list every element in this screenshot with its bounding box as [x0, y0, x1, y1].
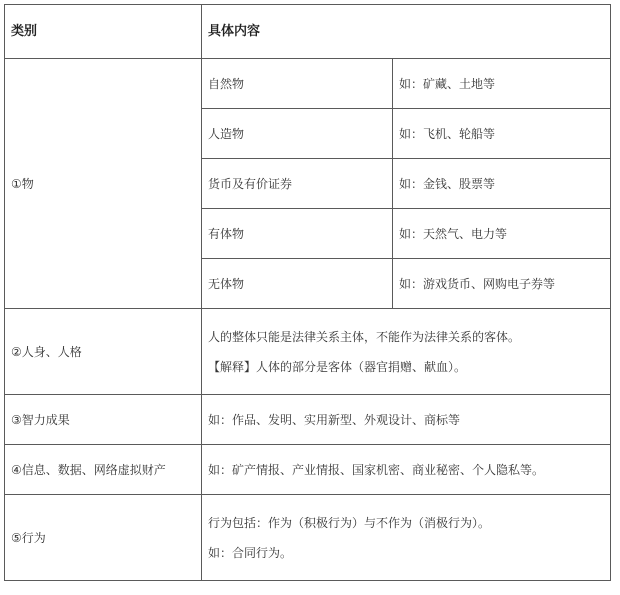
act-line-1: 行为包括：作为（积极行为）与不作为（消极行为）。 — [208, 515, 491, 530]
act-content — [202, 495, 611, 581]
subcategory-cell: 自然物 — [202, 59, 393, 109]
subcategory-cell: 人造物 — [202, 109, 393, 159]
header-content: 具体内容 — [202, 5, 611, 59]
example-cell: 如：矿藏、土地等 — [393, 59, 611, 109]
table-row — [5, 309, 611, 395]
category-thing: ①物 — [5, 59, 202, 309]
act-line-2: 如：合同行为。 — [208, 545, 293, 560]
header-category: 类别 — [5, 5, 202, 59]
person-line-1: 人的整体只能是法律关系主体，不能作为法律关系的客体。 — [208, 329, 521, 344]
header-row — [5, 5, 611, 59]
intellect-content: 如：作品、发明、实用新型、外观设计、商标等 — [202, 395, 611, 445]
table-row — [5, 495, 611, 581]
subcategory-cell: 无体物 — [202, 259, 393, 309]
category-info: ④信息、数据、网络虚拟财产 — [5, 445, 202, 495]
table-row — [5, 395, 611, 445]
category-person: ②人身、人格 — [5, 309, 202, 395]
info-content: 如：矿产情报、产业情报、国家机密、商业秘密、个人隐私等。 — [202, 445, 611, 495]
subcategory-cell: 有体物 — [202, 209, 393, 259]
example-cell: 如：游戏货币、网购电子券等 — [393, 259, 611, 309]
table-row — [5, 445, 611, 495]
example-cell: 如：金钱、股票等 — [393, 159, 611, 209]
subcategory-cell: 货币及有价证券 — [202, 159, 393, 209]
table-row — [5, 59, 611, 109]
example-cell: 如：飞机、轮船等 — [393, 109, 611, 159]
category-act: ⑤行为 — [5, 495, 202, 581]
example-cell: 如：天然气、电力等 — [393, 209, 611, 259]
category-intellect: ③智力成果 — [5, 395, 202, 445]
person-content — [202, 309, 611, 395]
legal-object-table — [4, 4, 611, 581]
person-line-2: 【解释】人体的部分是客体（器官捐赠、献血）。 — [208, 359, 467, 374]
